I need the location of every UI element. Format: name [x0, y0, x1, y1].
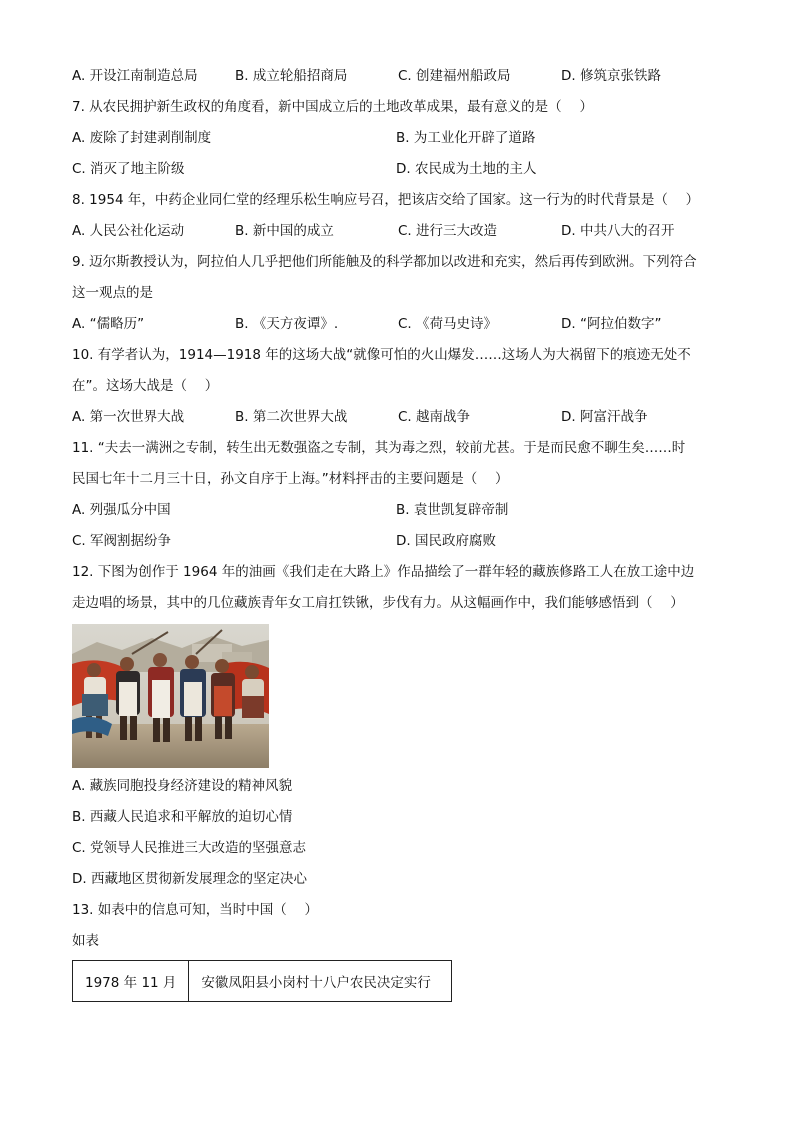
q9-stem-line1: 9. 迈尔斯教授认为，阿拉伯人几乎把他们所能触及的科学都加以改进和充实，然后再传到欧洲。下列符合: [72, 254, 697, 270]
oil-painting-image: [72, 624, 269, 768]
q13-table: [72, 960, 452, 1002]
q13-stem: 13. 如表中的信息可知，当时中国（ ）: [72, 902, 319, 918]
q6-option-d[interactable]: D. 修筑京张铁路: [561, 68, 661, 84]
q9-option-b[interactable]: B. 《天方夜谭》.: [235, 316, 339, 332]
q7-options-row2: [72, 155, 732, 186]
q7-option-c[interactable]: C. 消灭了地主阶级: [72, 161, 185, 177]
q12-option-b[interactable]: B. 西藏人民追求和平解放的迫切心情: [72, 809, 293, 825]
q10-stem-line2: 在”。这场大战是（ ）: [72, 378, 219, 394]
q12-option-d[interactable]: D. 西藏地区贯彻新发展理念的坚定决心: [72, 871, 307, 887]
q8-option-d[interactable]: D. 中共八大的召开: [561, 223, 675, 239]
q7-stem: 7. 从农民拥护新生政权的角度看，新中国成立后的土地改革成果，最有意义的是（ ）: [72, 99, 593, 115]
q11-option-b[interactable]: B. 袁世凯复辟帝制: [396, 502, 509, 518]
q7-option-d[interactable]: D. 农民成为土地的主人: [396, 161, 537, 177]
q11-options-row2: [72, 527, 732, 558]
q12-option-c[interactable]: C. 党领导人民推进三大改造的坚强意志: [72, 840, 307, 856]
q9-stem-line2: 这一观点的是: [72, 285, 153, 301]
table-cell-date: 1978 年 11 月: [73, 961, 189, 1002]
exam-page: [72, 62, 732, 1002]
q10-stem-line1: 10. 有学者认为，1914—1918 年的这场大战“就像可怕的火山爆发……这场人为大祸留下的痕迹无处不: [72, 347, 691, 363]
q10-option-c[interactable]: C. 越南战争: [398, 409, 471, 425]
q10-option-b[interactable]: B. 第二次世界大战: [235, 409, 348, 425]
q13-table-caption: 如表: [72, 933, 99, 949]
q10-option-a[interactable]: A. 第一次世界大战: [72, 409, 185, 425]
q8-option-c[interactable]: C. 进行三大改造: [398, 223, 498, 239]
q11-stem-line2: 民国七年十二月三十日，孙文自序于上海。”材料抨击的主要问题是（ ）: [72, 471, 509, 487]
table-row: [73, 961, 452, 1002]
q6-options: [72, 62, 732, 93]
q9-options: [72, 310, 732, 341]
q7-option-b[interactable]: B. 为工业化开辟了道路: [396, 130, 536, 146]
q8-stem: 8. 1954 年，中药企业同仁堂的经理乐松生响应号召，把该店交给了国家。这一行为的时代背景是（ ）: [72, 192, 700, 208]
q11-option-a[interactable]: A. 列强瓜分中国: [72, 502, 171, 518]
q6-option-a[interactable]: A. 开设江南制造总局: [72, 68, 198, 84]
q8-option-b[interactable]: B. 新中国的成立: [235, 223, 334, 239]
q9-option-a[interactable]: A. “儒略历”: [72, 316, 145, 332]
q10-options: [72, 403, 732, 434]
q11-stem-line1: 11. “夫去一满洲之专制，转生出无数强盗之专制，其为毒之烈，较前尤甚。于是而民愈不聊生矣……时: [72, 440, 686, 456]
q11-option-d[interactable]: D. 国民政府腐败: [396, 533, 496, 549]
q10-option-d[interactable]: D. 阿富汗战争: [561, 409, 648, 425]
q6-option-c[interactable]: C. 创建福州船政局: [398, 68, 511, 84]
painting-illustration: [72, 624, 269, 768]
q7-options-row1: [72, 124, 732, 155]
q12-stem-line1: 12. 下图为创作于 1964 年的油画《我们走在大路上》作品描绘了一群年轻的藏族修路工人在放工途中边: [72, 564, 695, 580]
q6-option-b[interactable]: B. 成立轮船招商局: [235, 68, 348, 84]
q12-stem-line2: 走边唱的场景，其中的几位藏族青年女工肩扛铁锹，步伐有力。从这幅画作中，我们能够感悟到（ ）: [72, 595, 684, 611]
q11-option-c[interactable]: C. 军阀割据纷争: [72, 533, 172, 549]
table-cell-event: 安徽凤阳县小岗村十八户农民决定实行: [189, 961, 452, 1002]
q9-option-d[interactable]: D. “阿拉伯数字”: [561, 316, 662, 332]
q11-options-row1: [72, 496, 732, 527]
q8-option-a[interactable]: A. 人民公社化运动: [72, 223, 185, 239]
q7-option-a[interactable]: A. 废除了封建剥削制度: [72, 130, 212, 146]
q9-option-c[interactable]: C. 《荷马史诗》: [398, 316, 498, 332]
q12-option-a[interactable]: A. 藏族同胞投身经济建设的精神风貌: [72, 778, 293, 794]
q8-options: [72, 217, 732, 248]
